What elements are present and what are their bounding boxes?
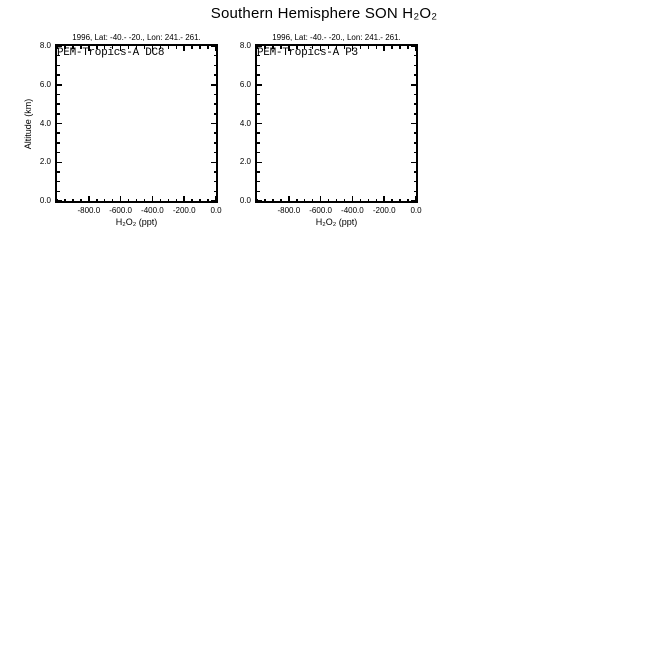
y-tick (214, 132, 217, 134)
x-tick (304, 199, 306, 202)
y-tick (214, 55, 217, 57)
x-tick (399, 199, 401, 202)
y-tick-label: 6.0 (39, 79, 51, 89)
y-tick (214, 181, 217, 183)
y-tick (57, 94, 60, 96)
y-tick-label: 0.0 (39, 196, 51, 205)
x-tick (360, 46, 362, 49)
x-tick (336, 199, 338, 202)
y-tick (214, 152, 217, 154)
x-tick (415, 46, 417, 51)
x-tick (144, 199, 146, 202)
y-tick (414, 171, 417, 173)
y-tick (214, 191, 217, 193)
x-tick-label: -600.0 (309, 206, 332, 215)
x-tick (280, 199, 282, 202)
y-tick-label: 0.0 (239, 196, 251, 205)
plot-panel-dc8 (39, 33, 222, 227)
x-tick (120, 196, 122, 201)
y-tick (214, 171, 217, 173)
y-tick (414, 181, 417, 183)
x-tick-label: -400.0 (341, 206, 364, 215)
y-tick-label: 6.0 (239, 79, 251, 89)
y-tick-label: 2.0 (239, 157, 251, 167)
y-tick (414, 103, 417, 105)
x-tick (176, 46, 178, 49)
x-tick (312, 199, 314, 202)
x-tick (136, 199, 138, 202)
y-tick (214, 142, 217, 144)
y-tick (57, 84, 62, 86)
panel-annotation: PEM-Tropics-A DC8 (57, 47, 165, 59)
y-tick-label: 8.0 (239, 41, 251, 50)
y-tick (414, 65, 417, 67)
x-tick (191, 199, 193, 202)
y-tick (414, 152, 417, 154)
y-tick-label: 4.0 (39, 118, 51, 128)
y-tick (414, 55, 417, 57)
y-tick (257, 152, 260, 154)
x-tick (72, 199, 74, 202)
x-tick-label: -800.0 (277, 206, 301, 215)
y-tick (257, 65, 260, 67)
y-tick (57, 200, 62, 202)
y-tick (257, 200, 262, 202)
x-tick-label: -600.0 (109, 206, 132, 215)
y-tick (57, 132, 60, 134)
x-tick-label: -800.0 (77, 206, 101, 215)
x-tick (215, 46, 217, 51)
x-tick (183, 46, 185, 51)
x-tick (376, 199, 378, 202)
y-tick (257, 84, 262, 86)
x-tick (288, 196, 290, 201)
y-tick (414, 113, 417, 115)
x-axis-label: H₂O₂ (ppt) (115, 217, 158, 227)
x-tick (183, 196, 185, 201)
y-tick (214, 65, 217, 67)
y-tick (214, 94, 217, 96)
y-tick (414, 94, 417, 96)
y-tick (57, 162, 62, 164)
y-tick (211, 45, 216, 47)
x-tick (272, 199, 274, 202)
x-tick (168, 46, 170, 49)
plot-area (39, 41, 222, 215)
x-tick (104, 199, 106, 202)
x-axis-label: H₂O₂ (ppt) (315, 217, 358, 227)
x-tick (368, 46, 370, 49)
y-axis-label: Altitude (km) (23, 98, 33, 149)
y-tick (57, 65, 60, 67)
y-tick (214, 113, 217, 115)
x-tick (360, 199, 362, 202)
y-tick (414, 191, 417, 193)
y-tick (257, 123, 262, 125)
chart-title: Southern Hemisphere SON H₂O₂ (210, 5, 438, 22)
y-tick (257, 132, 260, 134)
x-tick (320, 196, 322, 201)
x-tick (160, 199, 162, 202)
y-tick (257, 103, 260, 105)
y-tick (57, 171, 60, 173)
y-tick (57, 74, 60, 76)
x-tick (296, 199, 298, 202)
y-tick (211, 200, 216, 202)
x-tick (96, 199, 98, 202)
y-tick (414, 132, 417, 134)
x-tick (168, 199, 170, 202)
y-tick (57, 142, 60, 144)
y-tick (411, 200, 416, 202)
y-tick (257, 74, 260, 76)
y-tick (257, 113, 260, 115)
y-tick (414, 74, 417, 76)
y-tick (57, 191, 60, 193)
x-tick (88, 196, 90, 201)
x-tick (207, 199, 209, 202)
x-tick (344, 199, 346, 202)
x-tick-label: 0.0 (410, 206, 422, 215)
y-tick (57, 181, 60, 183)
y-tick (257, 191, 260, 193)
y-tick (57, 152, 60, 154)
y-tick (411, 123, 416, 125)
y-tick (411, 45, 416, 47)
x-tick (407, 199, 409, 202)
x-tick (376, 46, 378, 49)
y-tick-label: 2.0 (39, 157, 51, 167)
y-tick (411, 162, 416, 164)
x-tick (199, 199, 201, 202)
x-tick-label: 0.0 (210, 206, 222, 215)
x-tick (328, 199, 330, 202)
x-tick (176, 199, 178, 202)
y-tick (257, 162, 262, 164)
x-tick (264, 199, 266, 202)
x-tick (352, 196, 354, 201)
x-tick (80, 199, 82, 202)
x-tick (152, 196, 154, 201)
x-tick (128, 199, 130, 202)
y-tick-label: 8.0 (39, 41, 51, 50)
y-tick (57, 113, 60, 115)
x-tick-label: -200.0 (172, 206, 196, 215)
y-tick (214, 103, 217, 105)
x-tick (391, 199, 393, 202)
x-tick (383, 196, 385, 201)
y-tick (211, 162, 216, 164)
y-tick-label: 4.0 (239, 118, 251, 128)
y-tick (211, 84, 216, 86)
x-tick (191, 46, 193, 49)
x-tick (391, 46, 393, 49)
x-tick (199, 46, 201, 49)
x-tick (112, 199, 114, 202)
y-tick (57, 103, 60, 105)
plot-area (239, 41, 422, 215)
plot-panel-p3 (239, 33, 422, 227)
y-tick (257, 171, 260, 173)
x-tick (383, 46, 385, 51)
y-tick (257, 181, 260, 183)
x-tick (207, 46, 209, 49)
y-tick (211, 123, 216, 125)
x-tick (368, 199, 370, 202)
y-tick (214, 74, 217, 76)
y-tick (57, 123, 62, 125)
x-tick (399, 46, 401, 49)
panel-subtitle: 1996, Lat: -40.- -20., Lon: 241.- 261. (72, 33, 201, 42)
x-tick (64, 199, 66, 202)
x-tick (407, 46, 409, 49)
y-tick (414, 142, 417, 144)
y-tick (257, 142, 260, 144)
y-tick (411, 84, 416, 86)
x-tick-label: -400.0 (141, 206, 164, 215)
x-tick-label: -200.0 (372, 206, 396, 215)
y-tick (257, 94, 260, 96)
panel-subtitle: 1996, Lat: -40.- -20., Lon: 241.- 261. (272, 33, 401, 42)
panel-annotation: PEM-Tropics-A P3 (257, 47, 358, 59)
